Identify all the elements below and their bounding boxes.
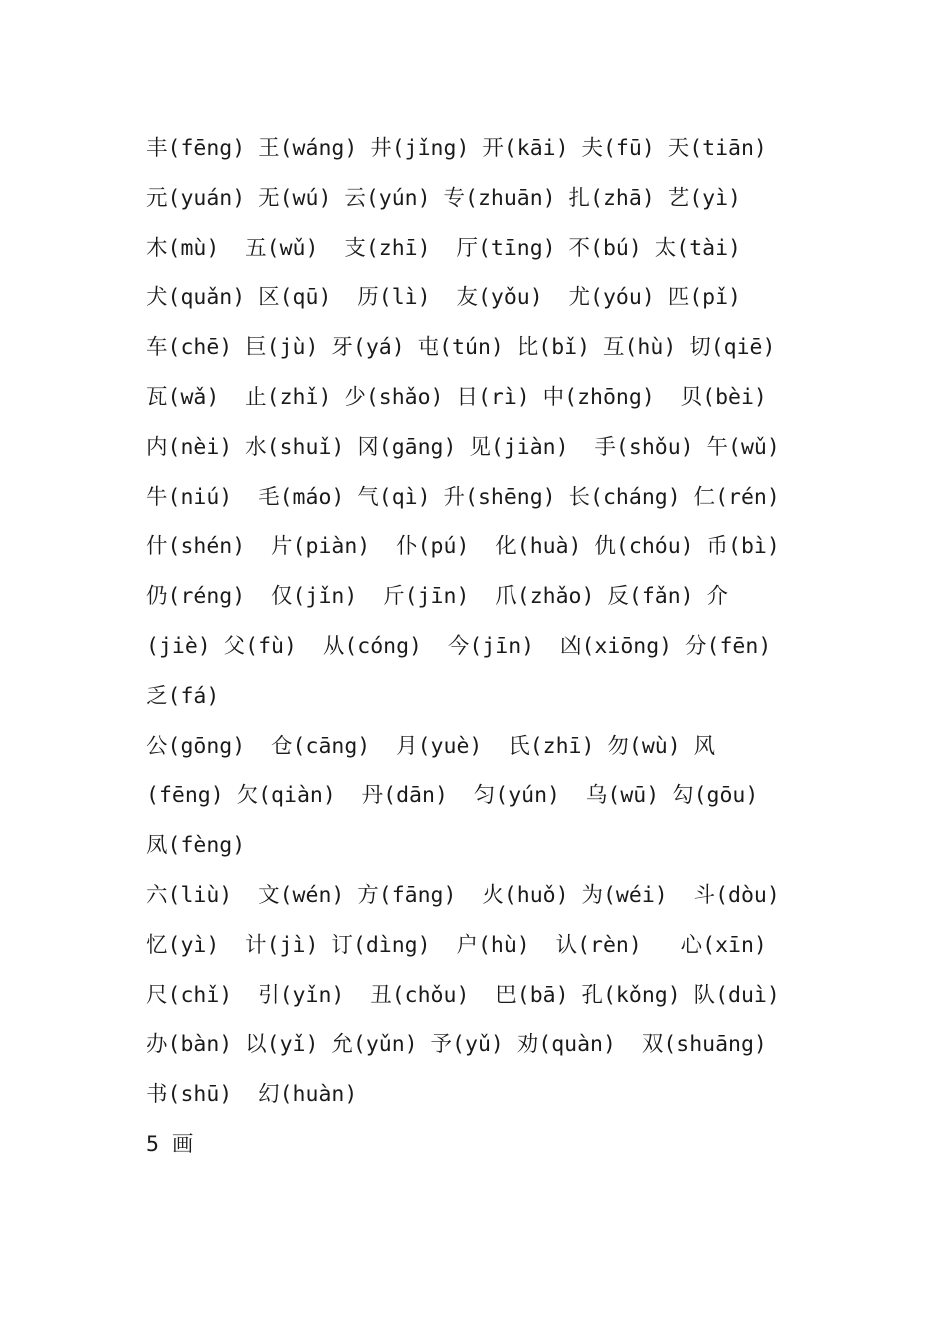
text-line: (jiè) 父(fù) 从(cóng) 今(jīn) 凶(xiōng) 分(fēn): [146, 633, 772, 659]
text-line: (fēng) 欠(qiàn) 丹(dān) 匀(yún) 乌(wū) 勾(gōu): [146, 783, 759, 809]
text-line: 尺(chǐ) 引(yǐn) 丑(chǒu) 巴(bā) 孔(kǒng) 队(duì): [146, 982, 780, 1008]
text-line: 什(shén) 片(piàn) 仆(pú) 化(huà) 仇(chóu) 币(bì): [146, 534, 780, 560]
text-line: 六(liù) 文(wén) 方(fāng) 火(huǒ) 为(wéi) 斗(dòu): [146, 882, 780, 908]
text-line: 牛(niú) 毛(máo) 气(qì) 升(shēng) 长(cháng) 仁(rén): [146, 484, 780, 510]
text-line: 乏(fá): [146, 683, 220, 709]
text-line: 公(gōng) 仓(cāng) 月(yuè) 氏(zhī) 勿(wù) 风: [146, 733, 716, 759]
document-page: [146, 124, 806, 1170]
text-line: 车(chē) 巨(jù) 牙(yá) 屯(tún) 比(bǐ) 互(hù) 切(qiē): [146, 335, 776, 361]
text-line: 办(bàn) 以(yǐ) 允(yǔn) 予(yǔ) 劝(quàn) 双(shuāng): [146, 1032, 767, 1058]
text-line: 凤(fèng): [146, 833, 246, 859]
text-line: 仍(réng) 仅(jǐn) 斤(jīn) 爪(zhǎo) 反(fǎn) 介: [146, 584, 729, 610]
text-line: 内(nèi) 水(shuǐ) 冈(gāng) 见(jiàn) 手(shǒu) 午(wǔ): [146, 434, 780, 460]
text-line: 书(shū) 幻(huàn): [146, 1082, 358, 1108]
section-heading: 5 画: [146, 1131, 194, 1157]
text-line: 忆(yì) 计(jì) 订(dìng) 户(hù) 认(rèn) 心(xīn): [146, 932, 767, 958]
text-line: 瓦(wǎ) 止(zhǐ) 少(shǎo) 日(rì) 中(zhōng) 贝(bèi): [146, 384, 767, 410]
text-line: 丰(fēng) 王(wáng) 井(jǐng) 开(kāi) 夫(fū) 天(tiān): [146, 136, 767, 161]
text-line: 木(mù) 五(wǔ) 支(zhī) 厅(tīng) 不(bú) 太(tài): [146, 235, 741, 261]
text-line: 犬(quǎn) 区(qū) 历(lì) 友(yǒu) 尤(yóu) 匹(pǐ): [146, 285, 741, 311]
text-line: 元(yuán) 无(wú) 云(yún) 专(zhuān) 扎(zhā) 艺(yì): [146, 185, 741, 211]
